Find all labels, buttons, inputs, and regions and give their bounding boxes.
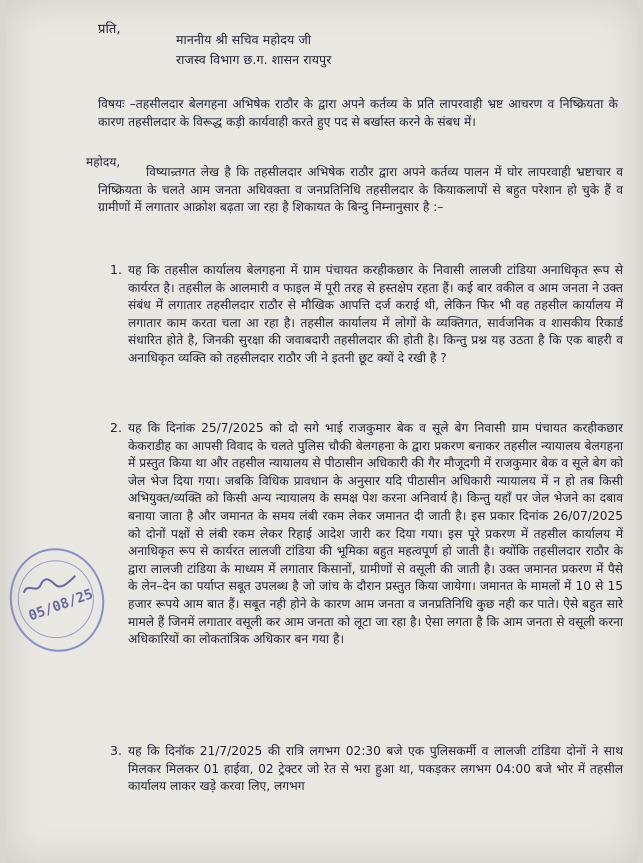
subject: विषयः –तहसीलदार बेलगहना अभिषेक राठौर के द्वारा अपने कर्तव्य के प्रति लापरवाही भ्रष्ट आचरण व निष्क्रियता के कारण तहसीलदार के विरूद्ध कड़ी कार्यवाही करते हुए पद से बर्खास्त करने के संबध में। bbox=[98, 97, 618, 129]
point-3-text: यह कि दिनॉक 21/7/2025 की रात्रि लगभग 02:30 बजे एक पुलिसकर्मी व लालजी टांडिया दोनों ने साथ मिलकर मिलकर 01 हाईवा, 02 ट्रेक्टर जो रेत से भरा हुआ था, पकड़कर लगभग 04:00 बजे भोर में तहसील कार्यालय लाकर खड़े करवा लिए, लगभग bbox=[128, 744, 623, 794]
point-number: 1. bbox=[110, 262, 122, 277]
stamp-date: 05/08/25 bbox=[26, 586, 96, 625]
point-2-text: यह कि दिनांक 25/7/2025 को दो सगे भाई राजकुमार बेक व सूले बेग निवासी ग्राम पंचायत करहीकछार केकराडीह का आपसी विवाद के चलते पुलिस चौकी बेलगहना के द्वारा प्रकरण बनाकर तहसील न्यायालय बेलगहना में प्रस्तुत किया था और तहसील न्यायालय से पीठासीन अधिकारी की गैर मौजूदगी में राजकुमार बेक व सूले बेग को जेल भेज दिया गया। जबकि विधिक प्रावधान के अनुसार यदि पीठासीन अधिकारी न्यायालय में न हो तब किसी अभियुक्त/व्यक्ति को किसी अन्य न्यायालय के समक्ष पेश करना अनिवार्य है। किन्तु यहाँ पर जेल भेजने का दबाव बनाया जाता है और जमानत के समय लंबी रकम लेकर जमानत दी जाती है। इस प्रकार दिनांक 26/07/2025 को दोनों पक्षों से लंबी रकम लेकर रिहाई आदेश जारी कर दिया गया। इस पूरे प्रकरण में तहसील कार्यालय में अनाधिकृत रूप से कार्यरत लालजी टांडिया की भूमिका बहुत महत्वपूर्ण हो जाती है। क्योंकि तहसीलदार राठौर के द्वारा लालजी टांडिया के माध्यम में लगातार किसानों, ग्रामीणों से वसूली की जाती है। उक्त जमानत प्रकरण में पैसे के लेन–देन का पर्याप्त सबूत उपलब्ध है जो जांच के दौरान प्रस्तुत किया जायेगा। जमानत के मामलों में 10 से 15 हजार रूपये आम बात हैं। सबूत नही होने के कारण आम जनता व जनप्रतिनिधि कुछ नही कर पाते। ऐसे बहुत सारे मामले हैं जिनमें लगातार वसूली कर आम जनता को लूटा जा रहा है। ऐसा लगता है कि आम जनता से वसूली करना अधिकारियों का लोकतांत्रिक अधिकार बन गया है। bbox=[128, 421, 623, 647]
greeting: महोदय, bbox=[86, 155, 121, 169]
point-1-text: यह कि तहसील कार्यालय बेलगहना में ग्राम पंचायत करहीकछार के निवासी लालजी टांडिया अनाधिकृत रूप से कार्यरत है। तहसील के आलमारी व फाइल में पूरी तरह से हस्तक्षेप रहता हैं। कई बार वकील व आम जनता ने उक्त संबंध में लगातार तहसीलदार राठौर से मौखिक आपत्ति दर्ज कराई थी, लेकिन फिर भी वह तहसील कार्यालय में लगातार काम करता चला आ रहा है। तहसील कार्यालय में लोगों के व्यक्तिगत, सार्वजनिक व शासकीय रिकार्ड संधारित होते है, जिनकी सुरक्षा की जवाबदारी तहसीलदार की होती है। किन्तु प्रश्न यह उठता है कि एक बाहरी व अनाधिकृत व्यक्ति को तहसीलदार राठौर जी ने इतनी छूट क्यों दे रखी है ? bbox=[128, 263, 623, 365]
salutation-to: प्रति, bbox=[98, 22, 121, 37]
point-number: 3. bbox=[110, 743, 122, 758]
received-stamp bbox=[0, 539, 114, 660]
recipient-line-1: माननीय श्री सचिव महोदय जी bbox=[176, 32, 312, 47]
point-number: 2. bbox=[110, 420, 122, 435]
recipient-line-2: राजस्व विभाग छ.ग. शासन रायपुर bbox=[176, 52, 332, 67]
intro-text: विष्यान्र्तगत लेख है कि तहसीलदार अभिषेक राठौर द्वारा अपने कर्तव्य पालन में घोर लापरवाही भ्रष्टाचार व निष्क्रियता के चलते आम जनता अधिवक्ता व जनप्रतिनिधि तहसीलदार के कियाकलापों से बहुत परेशान हो चुके हैं व ग्रामीणों में लगातार आक्रोश बढ़ता जा रहा है शिकायत के बिन्दु निम्नानुसार है :– bbox=[98, 165, 623, 215]
intro-paragraph bbox=[98, 164, 623, 217]
letter-page bbox=[6, 0, 638, 863]
